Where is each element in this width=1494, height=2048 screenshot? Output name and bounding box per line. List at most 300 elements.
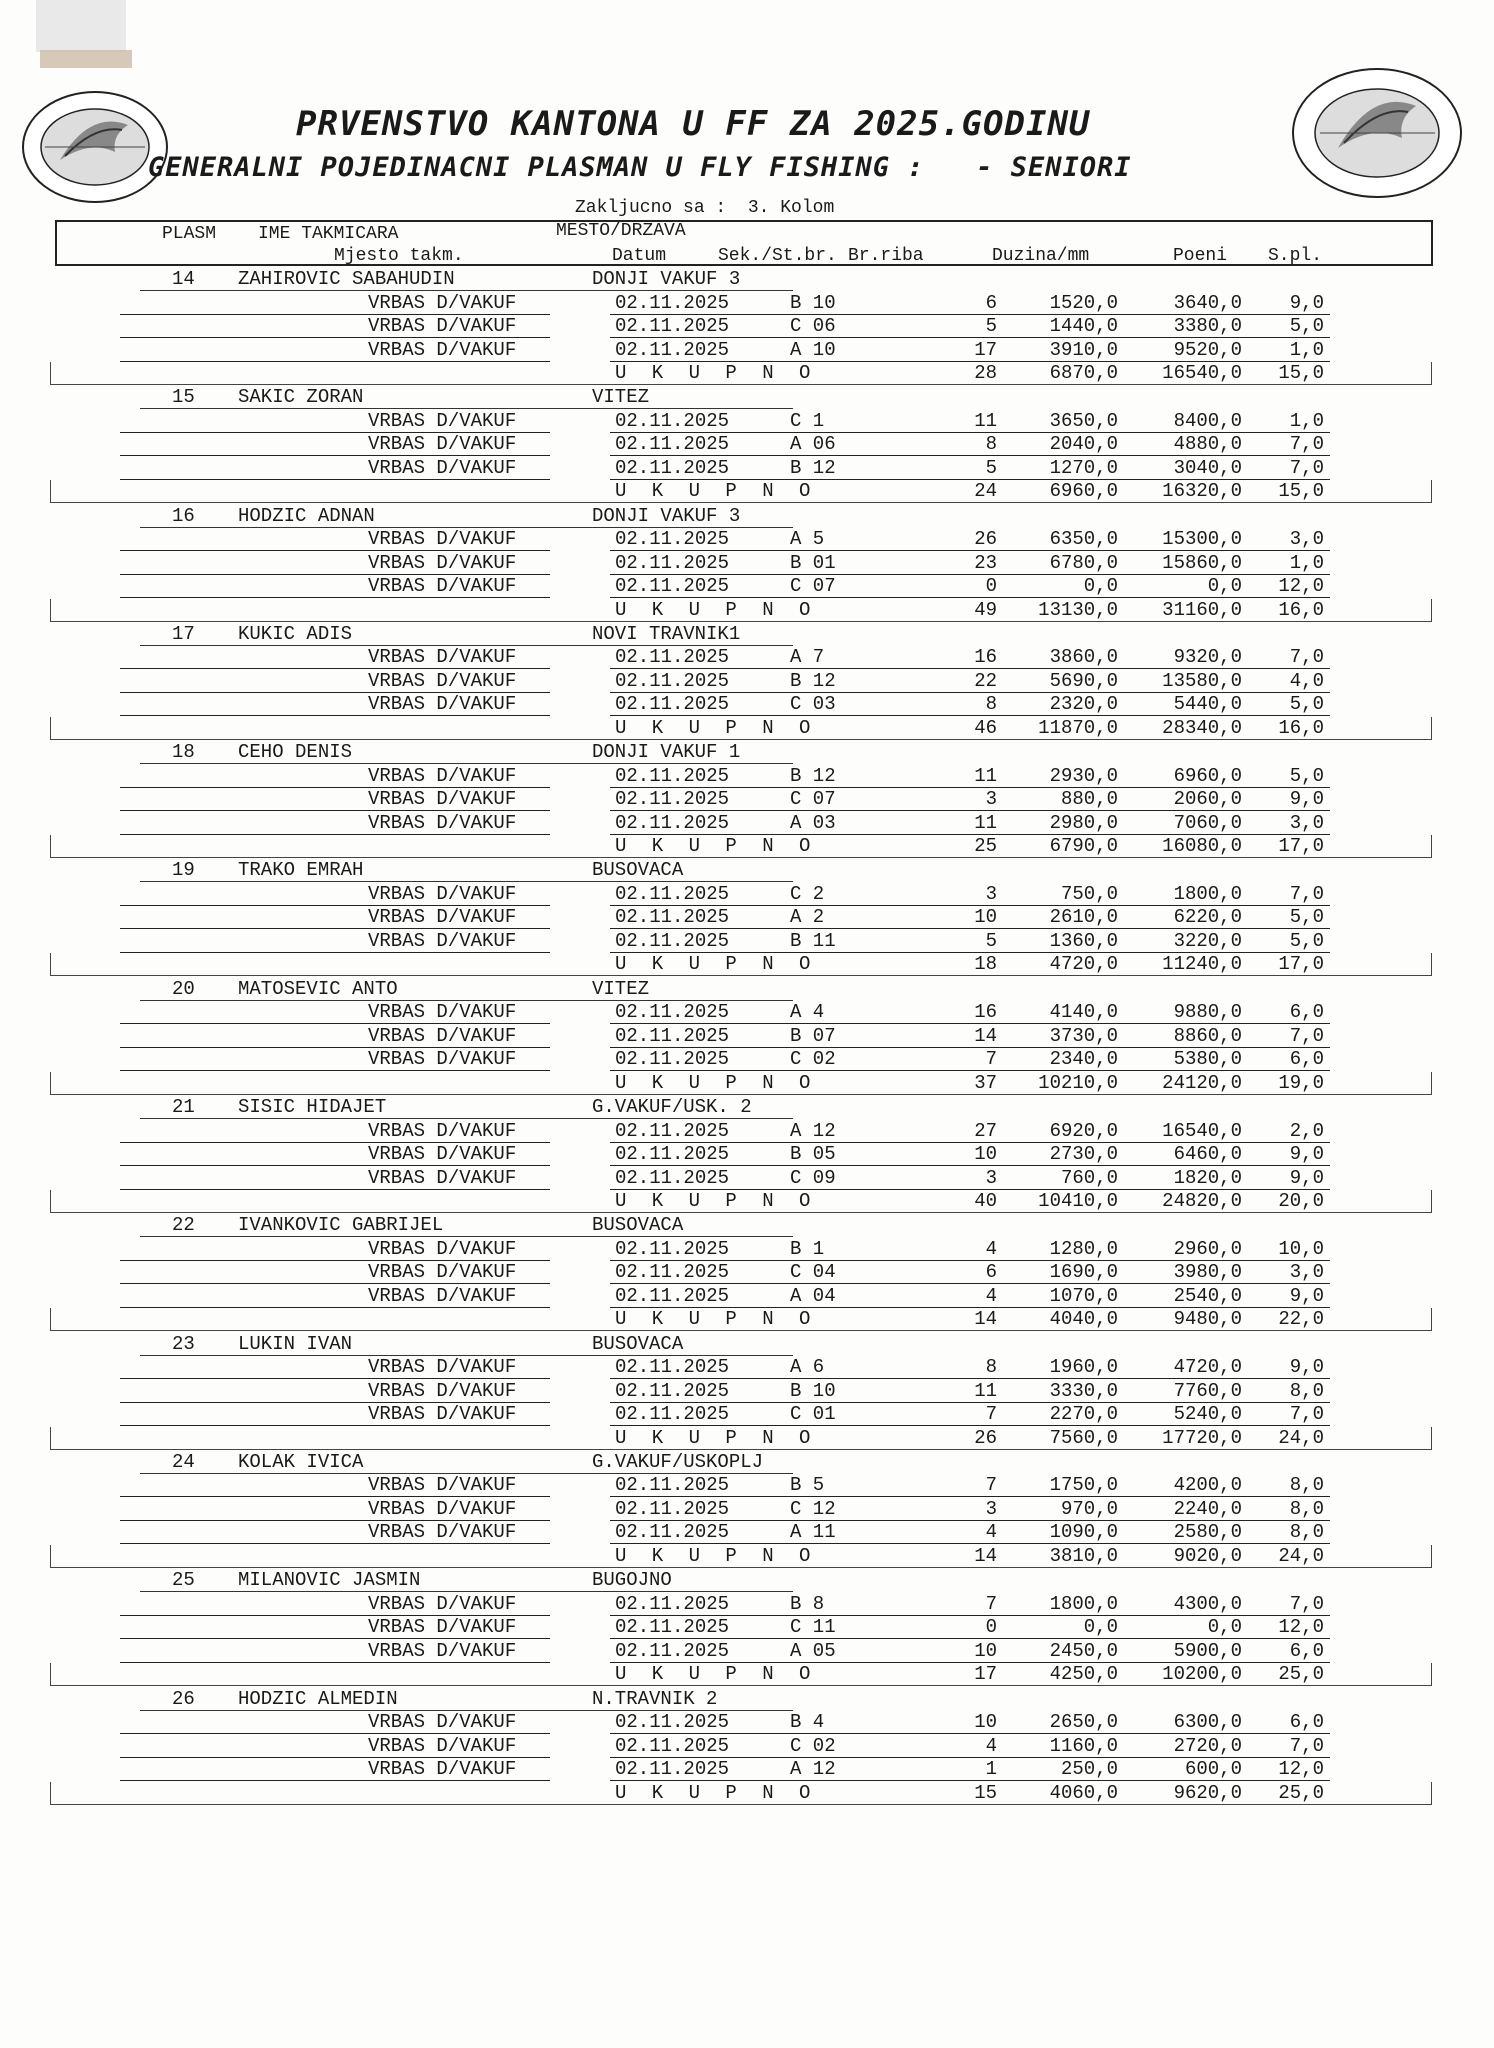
placement: 16 xyxy=(172,504,195,527)
total-label: U K U P N O xyxy=(615,953,818,976)
competitor-name: TRAKO EMRAH xyxy=(238,859,364,882)
total-points: 9620,0 xyxy=(1173,1781,1242,1804)
total-bracket xyxy=(50,1072,1432,1095)
total-label: U K U P N O xyxy=(615,598,818,621)
competitor-name: KUKIC ADIS xyxy=(238,622,353,645)
sector: C 11 xyxy=(790,1616,836,1639)
sector: A 12 xyxy=(790,1119,836,1142)
fish-count: 4 xyxy=(985,1237,997,1260)
fish-count: 8 xyxy=(985,433,997,456)
total-length: 4720,0 xyxy=(1049,953,1118,976)
result-row xyxy=(0,552,1494,575)
points: 16540,0 xyxy=(1162,1119,1242,1142)
venue: VRBAS D/VAKUF xyxy=(368,1639,517,1662)
competitor-header-row xyxy=(0,1333,1494,1356)
total-label: U K U P N O xyxy=(615,1308,818,1331)
fish-count: 3 xyxy=(985,1166,997,1189)
fish-count: 5 xyxy=(985,456,997,479)
total-spl: 22,0 xyxy=(1278,1308,1324,1331)
total-spl: 16,0 xyxy=(1278,598,1324,621)
total-label: U K U P N O xyxy=(615,1663,818,1686)
result-row xyxy=(0,1403,1494,1426)
points: 1820,0 xyxy=(1173,1166,1242,1189)
sector: B 12 xyxy=(790,456,836,479)
sector-placement: 7,0 xyxy=(1289,433,1324,456)
points: 5240,0 xyxy=(1173,1403,1242,1426)
sector-placement: 1,0 xyxy=(1289,409,1324,432)
points: 5440,0 xyxy=(1173,693,1242,716)
venue: VRBAS D/VAKUF xyxy=(368,646,517,669)
length-mm: 880,0 xyxy=(1060,788,1118,811)
sector: B 1 xyxy=(790,1237,825,1260)
result-row xyxy=(0,1120,1494,1143)
competitor-header-row xyxy=(0,741,1494,764)
date: 02.11.2025 xyxy=(615,764,730,787)
length-mm: 2450,0 xyxy=(1049,1639,1118,1662)
sector-placement: 9,0 xyxy=(1289,1284,1324,1307)
venue: VRBAS D/VAKUF xyxy=(368,1497,517,1520)
total-spl: 15,0 xyxy=(1278,480,1324,503)
competitor-entry xyxy=(0,268,1494,386)
venue: VRBAS D/VAKUF xyxy=(368,291,517,314)
sector: C 03 xyxy=(790,693,836,716)
sector-placement: 3,0 xyxy=(1289,1261,1324,1284)
sector: A 03 xyxy=(790,811,836,834)
sector: A 7 xyxy=(790,646,825,669)
result-row xyxy=(0,812,1494,835)
venue: VRBAS D/VAKUF xyxy=(368,693,517,716)
points: 15860,0 xyxy=(1162,551,1242,574)
total-label: U K U P N O xyxy=(615,716,818,739)
date: 02.11.2025 xyxy=(615,433,730,456)
fish-count: 0 xyxy=(985,575,997,598)
placement: 14 xyxy=(172,268,195,290)
date: 02.11.2025 xyxy=(615,575,730,598)
total-spl: 25,0 xyxy=(1278,1781,1324,1804)
federation-logo-right xyxy=(1290,66,1465,201)
total-bracket xyxy=(50,480,1432,503)
date: 02.11.2025 xyxy=(615,528,730,551)
competitor-club: N.TRAVNIK 2 xyxy=(592,1687,718,1710)
points: 3980,0 xyxy=(1173,1261,1242,1284)
total-fish: 24 xyxy=(974,480,997,503)
fish-count: 8 xyxy=(985,1356,997,1379)
venue: VRBAS D/VAKUF xyxy=(368,338,517,361)
length-mm: 4140,0 xyxy=(1049,1001,1118,1024)
fish-count: 1 xyxy=(985,1758,997,1781)
competitor-club: G.VAKUF/USK. 2 xyxy=(592,1096,752,1119)
fish-count: 10 xyxy=(974,1639,997,1662)
venue: VRBAS D/VAKUF xyxy=(368,409,517,432)
venue: VRBAS D/VAKUF xyxy=(368,929,517,952)
date: 02.11.2025 xyxy=(615,456,730,479)
result-row xyxy=(0,1474,1494,1497)
sector: C 06 xyxy=(790,315,836,337)
points: 7760,0 xyxy=(1173,1379,1242,1402)
length-mm: 1090,0 xyxy=(1049,1521,1118,1544)
sector: A 6 xyxy=(790,1356,825,1379)
sector: B 05 xyxy=(790,1143,836,1166)
date: 02.11.2025 xyxy=(615,906,730,929)
venue: VRBAS D/VAKUF xyxy=(368,1521,517,1544)
sector-placement: 2,0 xyxy=(1289,1119,1324,1142)
length-mm: 3910,0 xyxy=(1049,338,1118,361)
result-row xyxy=(0,693,1494,716)
total-bracket xyxy=(50,1782,1432,1805)
total-bracket xyxy=(50,599,1432,622)
length-mm: 1800,0 xyxy=(1049,1592,1118,1615)
venue: VRBAS D/VAKUF xyxy=(368,811,517,834)
length-mm: 760,0 xyxy=(1060,1166,1118,1189)
points: 15300,0 xyxy=(1162,528,1242,551)
length-mm: 2980,0 xyxy=(1049,811,1118,834)
venue: VRBAS D/VAKUF xyxy=(368,1261,517,1284)
result-row xyxy=(0,1380,1494,1403)
points: 4300,0 xyxy=(1173,1592,1242,1615)
sector-placement: 7,0 xyxy=(1289,456,1324,479)
total-length: 10410,0 xyxy=(1038,1190,1118,1213)
length-mm: 6780,0 xyxy=(1049,551,1118,574)
total-points: 16540,0 xyxy=(1162,362,1242,384)
total-points: 24820,0 xyxy=(1162,1190,1242,1213)
sector-placement: 5,0 xyxy=(1289,929,1324,952)
points: 6300,0 xyxy=(1173,1711,1242,1734)
total-label: U K U P N O xyxy=(615,1426,818,1449)
competitor-club: BUGOJNO xyxy=(592,1569,672,1592)
fish-count: 6 xyxy=(985,1261,997,1284)
competitor-entry xyxy=(0,741,1494,859)
tape-strip xyxy=(40,50,132,68)
total-label: U K U P N O xyxy=(615,1190,818,1213)
sector-placement: 9,0 xyxy=(1289,1143,1324,1166)
date: 02.11.2025 xyxy=(615,1166,730,1189)
sector: B 10 xyxy=(790,1379,836,1402)
date: 02.11.2025 xyxy=(615,1284,730,1307)
length-mm: 2340,0 xyxy=(1049,1048,1118,1071)
points: 9520,0 xyxy=(1173,338,1242,361)
fish-count: 7 xyxy=(985,1592,997,1615)
fish-count: 10 xyxy=(974,1143,997,1166)
length-mm: 2930,0 xyxy=(1049,764,1118,787)
total-length: 3810,0 xyxy=(1049,1544,1118,1567)
venue: VRBAS D/VAKUF xyxy=(368,1403,517,1426)
competitor-name: CEHO DENIS xyxy=(238,741,353,764)
sector-placement: 9,0 xyxy=(1289,291,1324,314)
total-length: 10210,0 xyxy=(1038,1071,1118,1094)
competitor-header-row xyxy=(0,978,1494,1001)
points: 2240,0 xyxy=(1173,1497,1242,1520)
sector: B 12 xyxy=(790,669,836,692)
placement: 17 xyxy=(172,622,195,645)
fish-count: 16 xyxy=(974,646,997,669)
sector-placement: 8,0 xyxy=(1289,1379,1324,1402)
competitor-entry xyxy=(0,1569,1494,1687)
placement: 24 xyxy=(172,1450,195,1473)
total-fish: 14 xyxy=(974,1308,997,1331)
date: 02.11.2025 xyxy=(615,693,730,716)
points: 6220,0 xyxy=(1173,906,1242,929)
sector: A 05 xyxy=(790,1639,836,1662)
total-bracket xyxy=(50,1545,1432,1568)
sector-placement: 3,0 xyxy=(1289,811,1324,834)
points: 8860,0 xyxy=(1173,1024,1242,1047)
competitor-entry xyxy=(0,978,1494,1096)
venue: VRBAS D/VAKUF xyxy=(368,1379,517,1402)
header-plasm: PLASM xyxy=(162,224,217,244)
total-label: U K U P N O xyxy=(615,1071,818,1094)
points: 1800,0 xyxy=(1173,882,1242,905)
competitor-name: LUKIN IVAN xyxy=(238,1332,353,1355)
competitor-club: G.VAKUF/USKOPLJ xyxy=(592,1450,764,1473)
points: 0,0 xyxy=(1207,575,1242,598)
length-mm: 1280,0 xyxy=(1049,1237,1118,1260)
fish-count: 7 xyxy=(985,1474,997,1497)
points: 2580,0 xyxy=(1173,1521,1242,1544)
sector: C 2 xyxy=(790,882,825,905)
venue: VRBAS D/VAKUF xyxy=(368,1024,517,1047)
length-mm: 3330,0 xyxy=(1049,1379,1118,1402)
sector: A 04 xyxy=(790,1284,836,1307)
date: 02.11.2025 xyxy=(615,1024,730,1047)
total-length: 11870,0 xyxy=(1038,716,1118,739)
fish-count: 7 xyxy=(985,1048,997,1071)
sector: C 04 xyxy=(790,1261,836,1284)
competitor-header-row xyxy=(0,1569,1494,1592)
sector-placement: 6,0 xyxy=(1289,1048,1324,1071)
date: 02.11.2025 xyxy=(615,1592,730,1615)
placement: 25 xyxy=(172,1569,195,1592)
length-mm: 2610,0 xyxy=(1049,906,1118,929)
total-fish: 28 xyxy=(974,362,997,384)
total-spl: 16,0 xyxy=(1278,716,1324,739)
date: 02.11.2025 xyxy=(615,1497,730,1520)
date: 02.11.2025 xyxy=(615,291,730,314)
competitor-entry xyxy=(0,386,1494,504)
competitor-header-row xyxy=(0,1688,1494,1711)
sector-placement: 12,0 xyxy=(1278,1616,1324,1639)
length-mm: 1360,0 xyxy=(1049,929,1118,952)
venue: VRBAS D/VAKUF xyxy=(368,551,517,574)
competitor-name: HODZIC ALMEDIN xyxy=(238,1687,398,1710)
date: 02.11.2025 xyxy=(615,1237,730,1260)
total-points: 16320,0 xyxy=(1162,480,1242,503)
result-row xyxy=(0,1143,1494,1166)
sector-placement: 6,0 xyxy=(1289,1711,1324,1734)
total-points: 9480,0 xyxy=(1173,1308,1242,1331)
date: 02.11.2025 xyxy=(615,338,730,361)
venue: VRBAS D/VAKUF xyxy=(368,1356,517,1379)
result-row xyxy=(0,1640,1494,1663)
sector: C 1 xyxy=(790,409,825,432)
length-mm: 0,0 xyxy=(1083,575,1118,598)
total-fish: 17 xyxy=(974,1663,997,1686)
competitor-entry xyxy=(0,505,1494,623)
points: 9880,0 xyxy=(1173,1001,1242,1024)
competitor-club: BUSOVACA xyxy=(592,1332,684,1355)
fish-count: 5 xyxy=(985,929,997,952)
length-mm: 1520,0 xyxy=(1049,291,1118,314)
sector: B 11 xyxy=(790,929,836,952)
venue: VRBAS D/VAKUF xyxy=(368,1143,517,1166)
fish-count: 0 xyxy=(985,1616,997,1639)
total-points: 24120,0 xyxy=(1162,1071,1242,1094)
points: 0,0 xyxy=(1207,1616,1242,1639)
points: 3380,0 xyxy=(1173,315,1242,337)
competitor-entry xyxy=(0,1451,1494,1569)
total-label: U K U P N O xyxy=(615,480,818,503)
total-bracket xyxy=(50,1308,1432,1331)
total-fish: 40 xyxy=(974,1190,997,1213)
length-mm: 1160,0 xyxy=(1049,1734,1118,1757)
header-name: IME TAKMICARA xyxy=(258,224,399,244)
placement: 21 xyxy=(172,1096,195,1119)
fish-count: 11 xyxy=(974,811,997,834)
sector: C 02 xyxy=(790,1734,836,1757)
total-spl: 17,0 xyxy=(1278,953,1324,976)
total-label: U K U P N O xyxy=(615,1544,818,1567)
competitor-club: BUSOVACA xyxy=(592,859,684,882)
fish-count: 10 xyxy=(974,1711,997,1734)
sector-placement: 5,0 xyxy=(1289,764,1324,787)
points: 2720,0 xyxy=(1173,1734,1242,1757)
competitor-club: DONJI VAKUF 3 xyxy=(592,504,741,527)
date: 02.11.2025 xyxy=(615,811,730,834)
total-length: 4250,0 xyxy=(1049,1663,1118,1686)
date: 02.11.2025 xyxy=(615,1356,730,1379)
points: 8400,0 xyxy=(1173,409,1242,432)
total-fish: 46 xyxy=(974,716,997,739)
result-row xyxy=(0,930,1494,953)
total-spl: 19,0 xyxy=(1278,1071,1324,1094)
sector: A 11 xyxy=(790,1521,836,1544)
placement: 26 xyxy=(172,1687,195,1710)
venue: VRBAS D/VAKUF xyxy=(368,1001,517,1024)
total-length: 7560,0 xyxy=(1049,1426,1118,1449)
fish-count: 3 xyxy=(985,882,997,905)
total-label: U K U P N O xyxy=(615,835,818,858)
result-row xyxy=(0,1593,1494,1616)
venue: VRBAS D/VAKUF xyxy=(368,906,517,929)
length-mm: 1960,0 xyxy=(1049,1356,1118,1379)
federation-logo-left xyxy=(20,90,170,205)
venue: VRBAS D/VAKUF xyxy=(368,1166,517,1189)
result-row xyxy=(0,575,1494,598)
total-fish: 25 xyxy=(974,835,997,858)
result-row xyxy=(0,646,1494,669)
venue: VRBAS D/VAKUF xyxy=(368,669,517,692)
sector-placement: 9,0 xyxy=(1289,1356,1324,1379)
result-row xyxy=(0,1521,1494,1544)
total-fish: 14 xyxy=(974,1544,997,1567)
sector: B 4 xyxy=(790,1711,825,1734)
points: 6960,0 xyxy=(1173,764,1242,787)
sector-placement: 6,0 xyxy=(1289,1639,1324,1662)
fish-count: 4 xyxy=(985,1521,997,1544)
competitor-name: SAKIC ZORAN xyxy=(238,386,364,409)
total-bracket xyxy=(50,362,1432,385)
result-row xyxy=(0,883,1494,906)
placement: 20 xyxy=(172,977,195,1000)
competitor-club: VITEZ xyxy=(592,386,650,409)
sector: A 4 xyxy=(790,1001,825,1024)
venue: VRBAS D/VAKUF xyxy=(368,575,517,598)
points: 3040,0 xyxy=(1173,456,1242,479)
header-sector: Sek./St.br. xyxy=(718,246,837,266)
date: 02.11.2025 xyxy=(615,788,730,811)
result-row xyxy=(0,528,1494,551)
total-fish: 37 xyxy=(974,1071,997,1094)
venue: VRBAS D/VAKUF xyxy=(368,1237,517,1260)
date: 02.11.2025 xyxy=(615,1379,730,1402)
sector: C 09 xyxy=(790,1166,836,1189)
length-mm: 2270,0 xyxy=(1049,1403,1118,1426)
sector-placement: 4,0 xyxy=(1289,669,1324,692)
date: 02.11.2025 xyxy=(615,1001,730,1024)
sector-placement: 7,0 xyxy=(1289,1734,1324,1757)
competitor-entry xyxy=(0,1214,1494,1332)
venue: VRBAS D/VAKUF xyxy=(368,764,517,787)
fish-count: 3 xyxy=(985,788,997,811)
result-row xyxy=(0,1758,1494,1781)
result-row xyxy=(0,788,1494,811)
total-points: 28340,0 xyxy=(1162,716,1242,739)
sector-placement: 6,0 xyxy=(1289,1001,1324,1024)
sector: A 2 xyxy=(790,906,825,929)
points: 4200,0 xyxy=(1173,1474,1242,1497)
fish-count: 5 xyxy=(985,315,997,337)
header-fish: Br.riba xyxy=(848,246,924,266)
length-mm: 3860,0 xyxy=(1049,646,1118,669)
sector-placement: 8,0 xyxy=(1289,1497,1324,1520)
total-fish: 15 xyxy=(974,1781,997,1804)
total-bracket xyxy=(50,835,1432,858)
date: 02.11.2025 xyxy=(615,1261,730,1284)
venue: VRBAS D/VAKUF xyxy=(368,456,517,479)
sector: A 10 xyxy=(790,338,836,361)
sector: B 01 xyxy=(790,551,836,574)
competitor-name: IVANKOVIC GABRIJEL xyxy=(238,1214,444,1237)
total-bracket xyxy=(50,1427,1432,1450)
total-fish: 49 xyxy=(974,598,997,621)
header-venue: Mjesto takm. xyxy=(334,246,464,266)
date: 02.11.2025 xyxy=(615,646,730,669)
length-mm: 250,0 xyxy=(1060,1758,1118,1781)
total-spl: 24,0 xyxy=(1278,1426,1324,1449)
total-fish: 18 xyxy=(974,953,997,976)
date: 02.11.2025 xyxy=(615,1048,730,1071)
header-place: MESTO/DRZAVA xyxy=(556,221,686,241)
sector: C 01 xyxy=(790,1403,836,1426)
length-mm: 2320,0 xyxy=(1049,693,1118,716)
competitor-entry xyxy=(0,859,1494,977)
length-mm: 1270,0 xyxy=(1049,456,1118,479)
sector-placement: 8,0 xyxy=(1289,1474,1324,1497)
fish-count: 4 xyxy=(985,1284,997,1307)
total-spl: 24,0 xyxy=(1278,1544,1324,1567)
result-row xyxy=(0,1238,1494,1261)
points: 9320,0 xyxy=(1173,646,1242,669)
header-spl: S.pl. xyxy=(1268,246,1323,266)
fish-count: 17 xyxy=(974,338,997,361)
date: 02.11.2025 xyxy=(615,1711,730,1734)
result-row xyxy=(0,1048,1494,1071)
result-row xyxy=(0,1711,1494,1734)
length-mm: 0,0 xyxy=(1083,1616,1118,1639)
fish-count: 3 xyxy=(985,1497,997,1520)
venue: VRBAS D/VAKUF xyxy=(368,1758,517,1781)
total-length: 4040,0 xyxy=(1049,1308,1118,1331)
result-row xyxy=(0,1285,1494,1308)
